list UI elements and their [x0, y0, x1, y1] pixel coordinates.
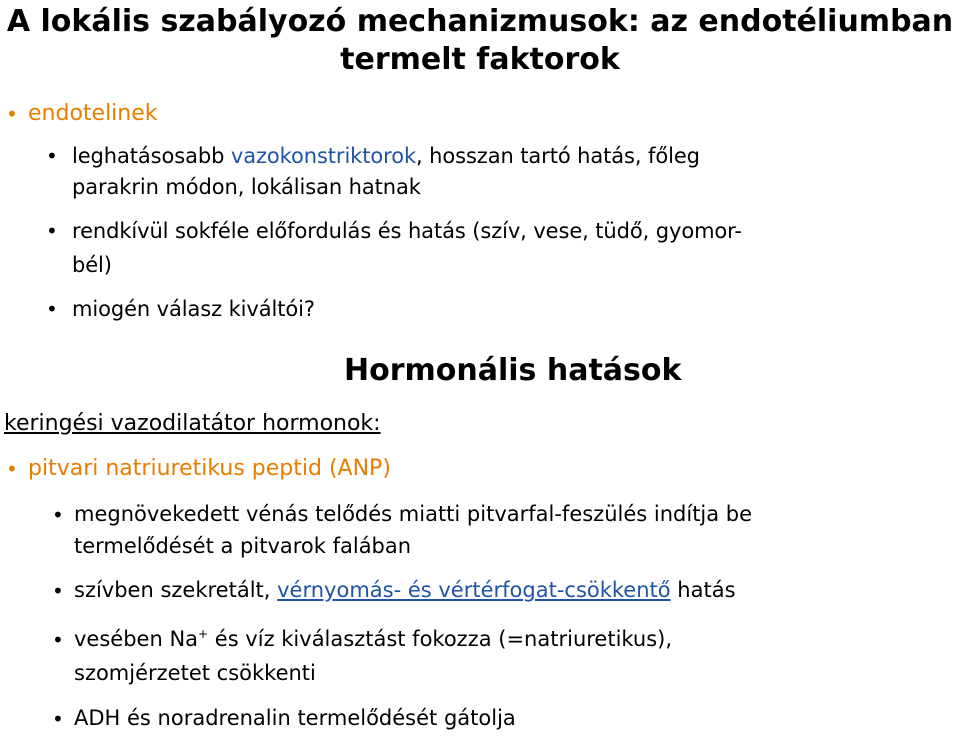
endotelin-item-2-line-2: bél) — [72, 253, 112, 277]
endotelin-item-3: miogén válasz kiváltói? — [72, 297, 315, 321]
page-title-line-1: A lokális szabályozó mechanizmusok: az endotéliumban — [6, 4, 954, 39]
anp-detail-3-line-2: szomjérzetet csökkenti — [74, 661, 316, 685]
hormonalis-hatasok-heading: Hormonális hatások — [344, 353, 682, 388]
bullet-item-3: • — [46, 297, 58, 321]
anp-detail-2: szívben szekretált, vérnyomás- és vértérfogat-csökkentő hatás — [74, 578, 736, 602]
bullet-detail-2: • — [52, 579, 64, 603]
page-title-line-2: termelt faktorok — [340, 42, 620, 77]
bullet-detail-4: • — [52, 707, 64, 731]
endotelin-item-1-line-2: parakrin módon, lokálisan hatnak — [72, 175, 421, 199]
bullet-anp: • — [6, 457, 18, 481]
anp-detail-3-line-1: vesében Na+ és víz kiválasztást fokozza (=natriuretikus), — [74, 627, 673, 651]
anp-detail-1-line-1: megnövekedett vénás telődés miatti pitvarfal-feszülés indítja be — [74, 502, 753, 526]
bullet-detail-3: • — [52, 628, 64, 652]
anp-detail-1-line-2: termelődését a pitvarok falában — [74, 534, 412, 558]
anp-item: pitvari natriuretikus peptid (ANP) — [28, 456, 391, 481]
anp-detail-4: ADH és noradrenalin termelődését gátolja — [74, 706, 516, 730]
bullet-item-2: • — [46, 219, 58, 243]
endotelin-item-2-line-1: rendkívül sokféle előfordulás és hatás (szív, vese, tüdő, gyomor- — [72, 219, 742, 243]
bullet-endotelinek: • — [6, 102, 18, 126]
vazokonstriktorok-highlight: vazokonstriktorok — [230, 144, 417, 168]
endotelin-item-1-line-1: leghatásosabb vazokonstriktorok, hosszan tartó hatás, főleg — [72, 144, 700, 168]
endotelinek-heading: endotelinek — [28, 101, 158, 126]
vernyomas-highlight: vérnyomás- és vértérfogat-csökkentő — [277, 578, 671, 602]
bullet-detail-1: • — [52, 503, 64, 527]
vazodilatator-subheading: keringési vazodilatátor hormonok: — [4, 411, 381, 436]
bullet-item-1: • — [46, 144, 58, 168]
